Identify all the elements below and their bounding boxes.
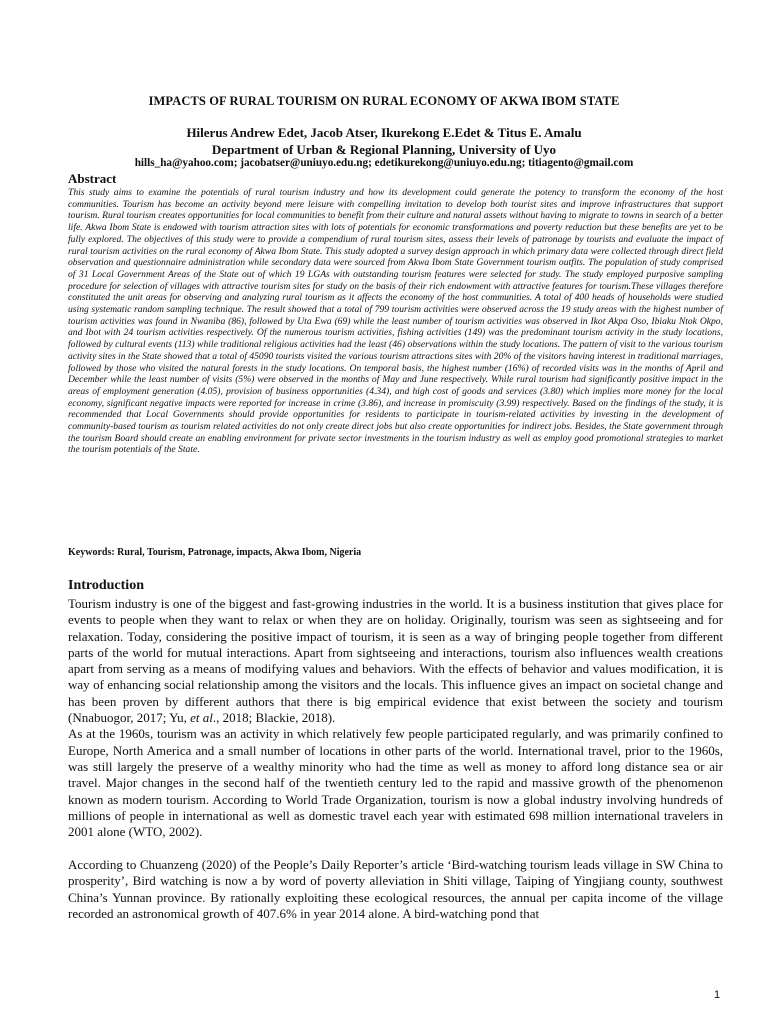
abstract-text: This study aims to examine the potentials of rural tourism industry and how its development could generate the potency to transform the economy of the host communities. Tourism has become an activity beyond mere leisure with compelling invitation to develop both tourist sites and improve infrastructures that support tourism. Rural tourism creates opportunities for local communities to benefit from their culture and natural assets without having to migrate to towns in search of a better life. Akwa Ibom State is endowed with tourism attraction sites with lots of potentials for economic transformations and poverty reduction but these benefits are yet to be fully explored. The objectives of this study were to provide a compendium of rural tourism sites, assess their levels of patronage by tourists and evaluate the impact of rural tourism activities on the rural economy of Akwa Ibom State. This study adopted a survey design approach in which primary data were collected through direct field observation and questionnaire administration while secondary data were sourced from Akwa Ibom State Government tourism outfits. The population of study comprised of 31 Local Government Areas of the State out of which 19 LGAs with outstanding tourism features were selected for study. The study employed purposive sampling procedure for selection of villages with attractive tourism sites for study on the basis of their rich endowment with attractive features for tourism.These villages therefore constituted the unit areas for observing and analyzing rural tourism as it affects the economy of the host communities. A total of 400 heads of households were studied using systematic random sampling technique. The result showed that a total of 799 tourism activities were observed across the 19 study areas with the highest number of tourism activities was found in Nwaniba (86), followed by Uta Ewa (69) while the least number of tourism activities was observed in Ikot Akpa Oso, Ibiaku Ntok Okpo, and Ibot with 24 tourism activities respectively. Of the numerous tourism activities, fishing activities (149) was the predominant tourism activity in the study locations, followed by cultural events (113) while traditional religious activities had the least (46) observations within the study locations. The pattern of visit to the various tourism activity sites in the State showed that a total of 45090 tourists visited the various tourism attractions sites with 20% of the visitors having interest in traditional marriages, followed by those who visited the natural forests in the study locations. On temporal basis, the highest number (16%) of recorded visits was in the months of April and December while the least number of visits (5%) were observed in the months of May and June respectively. While rural tourism had significantly positive impact in the areas of employment generation (4.05), provision of business opportunities (4.34), and high cost of goods and services (3.80) which implies more money for the local economy, significant negative impacts were reported for increase in crime (3.86), and increase in promiscuity (3.99) respectively. Based on the findings of the study, it is recommended that Local Governments should provide opportunities for residents to participate in tourism-related activities by investing in the development of community-based tourism as tourism related activities do not only create direct jobs but also create opportunities for indirect jobs. Besides, the State government through the tourism Board should create an enabling environment for private sector investments in the tourism industry as well as employ good promotional strategies to market the tourism potentials of the State. (68, 187, 723, 456)
paragraph-1-text-b: ., 2018; Blackie, 2018). (212, 710, 336, 726)
keywords-line: Keywords: Rural, Tourism, Patronage, impacts, Akwa Ibom, Nigeria (68, 547, 362, 558)
page-number: 1 (714, 989, 721, 1001)
introduction-paragraph-2: As at the 1960s, tourism was an activity in which relatively few people participated regularly, and was primarily confined to Europe, North America and a small number of locations in other parts of the world. International travel, prior to the 1960s, was still largely the preserve of a wealthy minority who had the time as well as money to afford long distance sea or air travel. Major changes in the second half of the twentieth century led to the rapid and massive growth of the phenomenon known as modern tourism. According to World Trade Organization, tourism is now a global industry involving hundreds of millions of people in international as well as domestic travel each year with estimated 698 million international travelers in 2001 alone (WTO, 2002). (68, 726, 723, 840)
abstract-heading: Abstract (68, 171, 117, 186)
author-block (0, 124, 768, 158)
author-emails: hills_ha@yahoo.com; jacobatser@uniuyo.edu.ng; edetikurekong@uniuyo.edu.ng; titiagento@gmail.com (134, 157, 634, 169)
introduction-paragraph-1 (68, 596, 723, 840)
paragraph-1-text-a: Tourism industry is one of the biggest and fast-growing industries in the world. It is a business institution that gives place for events to people when they want to relax or when they are on holiday. Originally, tourism was seen as sightseeing and for relaxation. Today, considering the positive impact of tourism, it is seen as a way of bringing people together from different parts of the world for mutual interactions. Apart from sightseeing and interactions, tourism also influences wealth creations apart from serving as a means of modifying values and behaviors. With the effects of behavior and values modification, it is way of enhancing social relationship among the visitors and the locals. This influence gives an impact on societal change and has been proven by different authors that there is big empirical evidence that exist between the society and tourism (Nnabuogor, 2017; Yu, (68, 596, 723, 726)
introduction-paragraph-3: According to Chuanzeng (2020) of the People’s Daily Reporter’s article ‘Bird-watching tourism leads village in SW China to prosperity’, Bird watching is now a by word of poverty alleviation in Shiti village, Taiping of Yingjiang county, southwest China’s Yunnan province. By rationally exploiting these ecological resources, the annual per capita income of the village recorded an astronomical growth of 407.6% in year 2014 alone. A bird-watching pond that (68, 857, 723, 921)
author-affiliation: Department of Urban & Regional Planning, University of Uyo (211, 142, 557, 157)
paper-title: IMPACTS OF RURAL TOURISM ON RURAL ECONOMY OF AKWA IBOM STATE (148, 94, 620, 108)
paragraph-1-et-al: et al (190, 710, 213, 726)
introduction-heading: Introduction (68, 578, 144, 593)
author-names: Hilerus Andrew Edet, Jacob Atser, Ikurekong E.Edet & Titus E. Amalu (186, 125, 582, 140)
